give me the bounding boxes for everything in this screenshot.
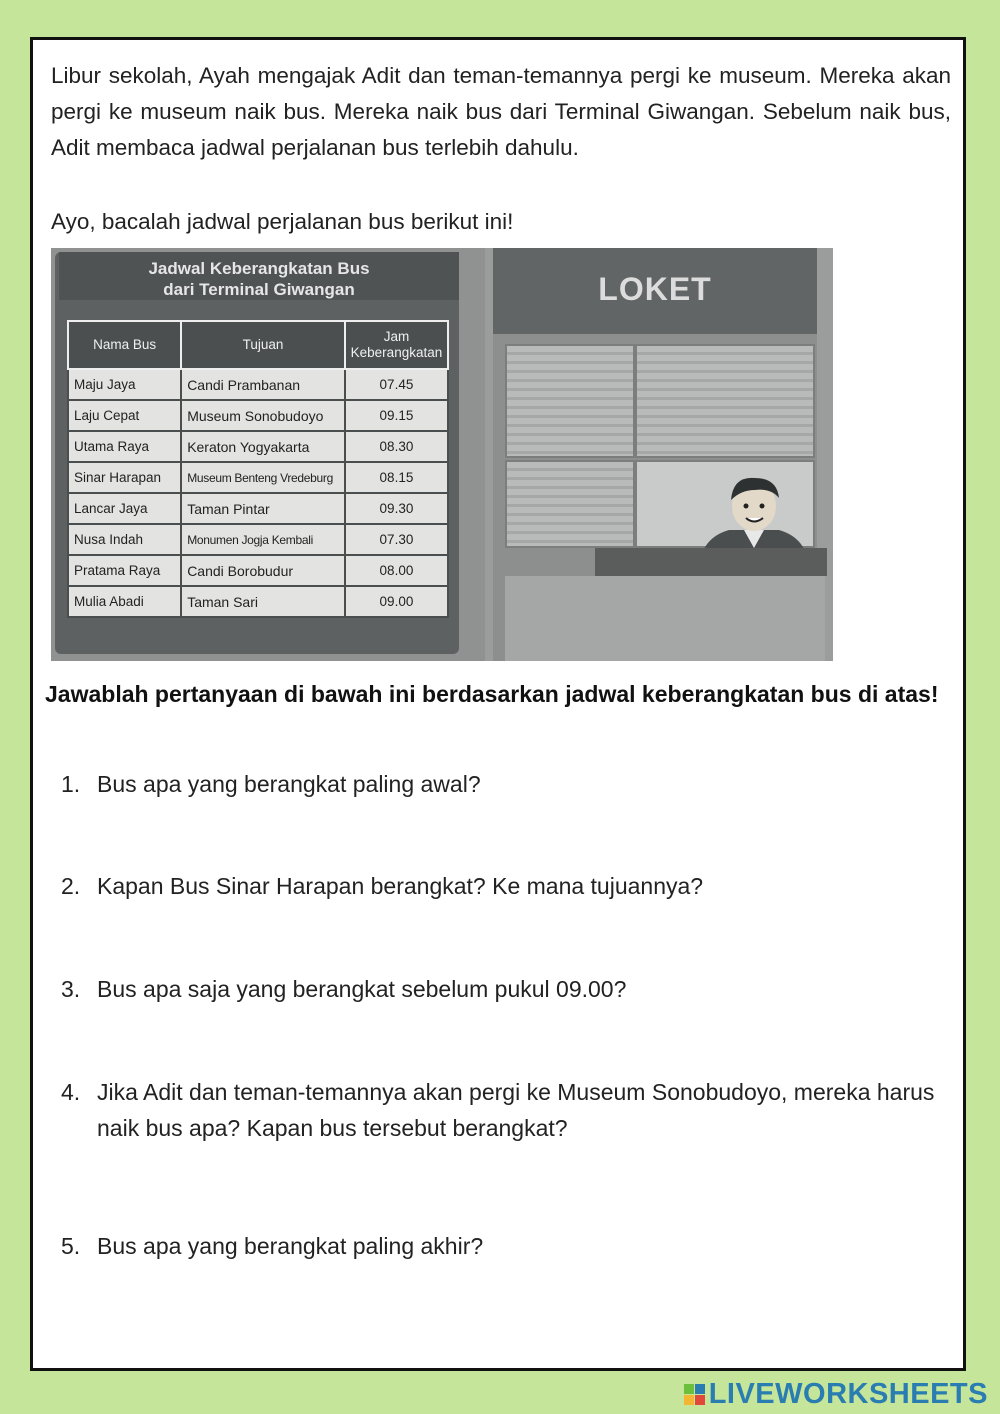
booth-counter (595, 548, 827, 576)
bus-time: 08.00 (345, 555, 448, 586)
bus-destination: Candi Prambanan (181, 369, 345, 400)
bus-name: Mulia Abadi (68, 586, 181, 617)
booth-window (505, 344, 635, 458)
table-row (68, 462, 448, 493)
table-row (68, 493, 448, 524)
question-5 (61, 1228, 937, 1264)
schedule-title-line2: dari Terminal Giwangan (163, 280, 355, 299)
question-text: Kapan Bus Sinar Harapan berangkat? Ke mana tujuannya? (97, 873, 704, 899)
question-text: Bus apa saja yang berangkat sebelum pukul 09.00? (97, 976, 627, 1002)
table-row (68, 400, 448, 431)
question-2 (61, 868, 937, 904)
bus-time: 07.30 (345, 524, 448, 555)
bus-name: Maju Jaya (68, 369, 181, 400)
intro-paragraph: Libur sekolah, Ayah mengajak Adit dan teman-temannya pergi ke museum. Mereka akan pergi ke museum naik bus. Mereka naik bus dari Terminal Giwangan. Sebelum naik bus, Adit membaca jadwal perjalanan bus terlebih dahulu. (51, 63, 951, 160)
ticket-booth-illustration (485, 248, 833, 661)
schedule-title-line1: Jadwal Keberangkatan Bus (148, 259, 370, 278)
bus-time: 08.30 (345, 431, 448, 462)
header-nama-bus: Nama Bus (68, 321, 181, 369)
question-number: 3. (61, 976, 81, 1002)
table-row (68, 524, 448, 555)
bus-time: 09.15 (345, 400, 448, 431)
bus-destination: Museum Benteng Vredeburg (181, 462, 345, 493)
bus-time: 09.00 (345, 586, 448, 617)
bus-destination: Candi Borobudur (181, 555, 345, 586)
bus-destination: Taman Pintar (181, 493, 345, 524)
bus-time: 09.30 (345, 493, 448, 524)
bus-name: Lancar Jaya (68, 493, 181, 524)
question-4 (61, 1074, 937, 1146)
bus-name: Sinar Harapan (68, 462, 181, 493)
question-text: Bus apa yang berangkat paling awal? (97, 771, 481, 797)
question-text: Bus apa yang berangkat paling akhir? (97, 1233, 484, 1259)
table-row (68, 369, 448, 400)
bus-name: Nusa Indah (68, 524, 181, 555)
table-header-row (68, 321, 448, 369)
bus-name: Laju Cepat (68, 400, 181, 431)
schedule-board (55, 252, 459, 654)
header-tujuan: Tujuan (181, 321, 345, 369)
question-number: 1. (61, 771, 81, 797)
table-row (68, 555, 448, 586)
bus-destination: Keraton Yogyakarta (181, 431, 345, 462)
question-number: 2. (61, 873, 81, 899)
bus-destination: Monumen Jogja Kembali (181, 524, 345, 555)
loket-sign: LOKET (493, 248, 817, 334)
bus-name: Utama Raya (68, 431, 181, 462)
bus-name: Pratama Raya (68, 555, 181, 586)
table-row (68, 586, 448, 617)
bus-time: 07.45 (345, 369, 448, 400)
liveworksheets-logo-icon (684, 1384, 705, 1405)
schedule-title (59, 252, 459, 300)
bus-destination: Taman Sari (181, 586, 345, 617)
schedule-table (67, 320, 449, 618)
question-number: 4. (61, 1079, 81, 1105)
table-row (68, 431, 448, 462)
bus-destination: Museum Sonobudoyo (181, 400, 345, 431)
question-1 (61, 766, 937, 802)
liveworksheets-logo[interactable] (684, 1378, 988, 1411)
liveworksheets-brand: LIVEWORKSHEETS (708, 1378, 988, 1410)
question-text: Jika Adit dan teman-temannya akan pergi ke Museum Sonobudoyo, mereka harus naik bus apa? Kapan bus tersebut berangkat? (97, 1079, 935, 1141)
question-3 (61, 971, 937, 1007)
worksheet-page (30, 37, 966, 1371)
question-number: 5. (61, 1233, 81, 1259)
bus-time: 08.15 (345, 462, 448, 493)
schedule-photo (51, 248, 833, 661)
booth-window (635, 344, 815, 458)
instruction-heading: Jawablah pertanyaan di bawah ini berdasarkan jadwal keberangkatan bus di atas! (45, 681, 939, 707)
booth-window (505, 460, 635, 548)
booth-counter-base (505, 576, 825, 661)
intro-prompt: Ayo, bacalah jadwal perjalanan bus berikut ini! (51, 209, 514, 234)
header-jam: Jam Keberangkatan (345, 321, 448, 369)
